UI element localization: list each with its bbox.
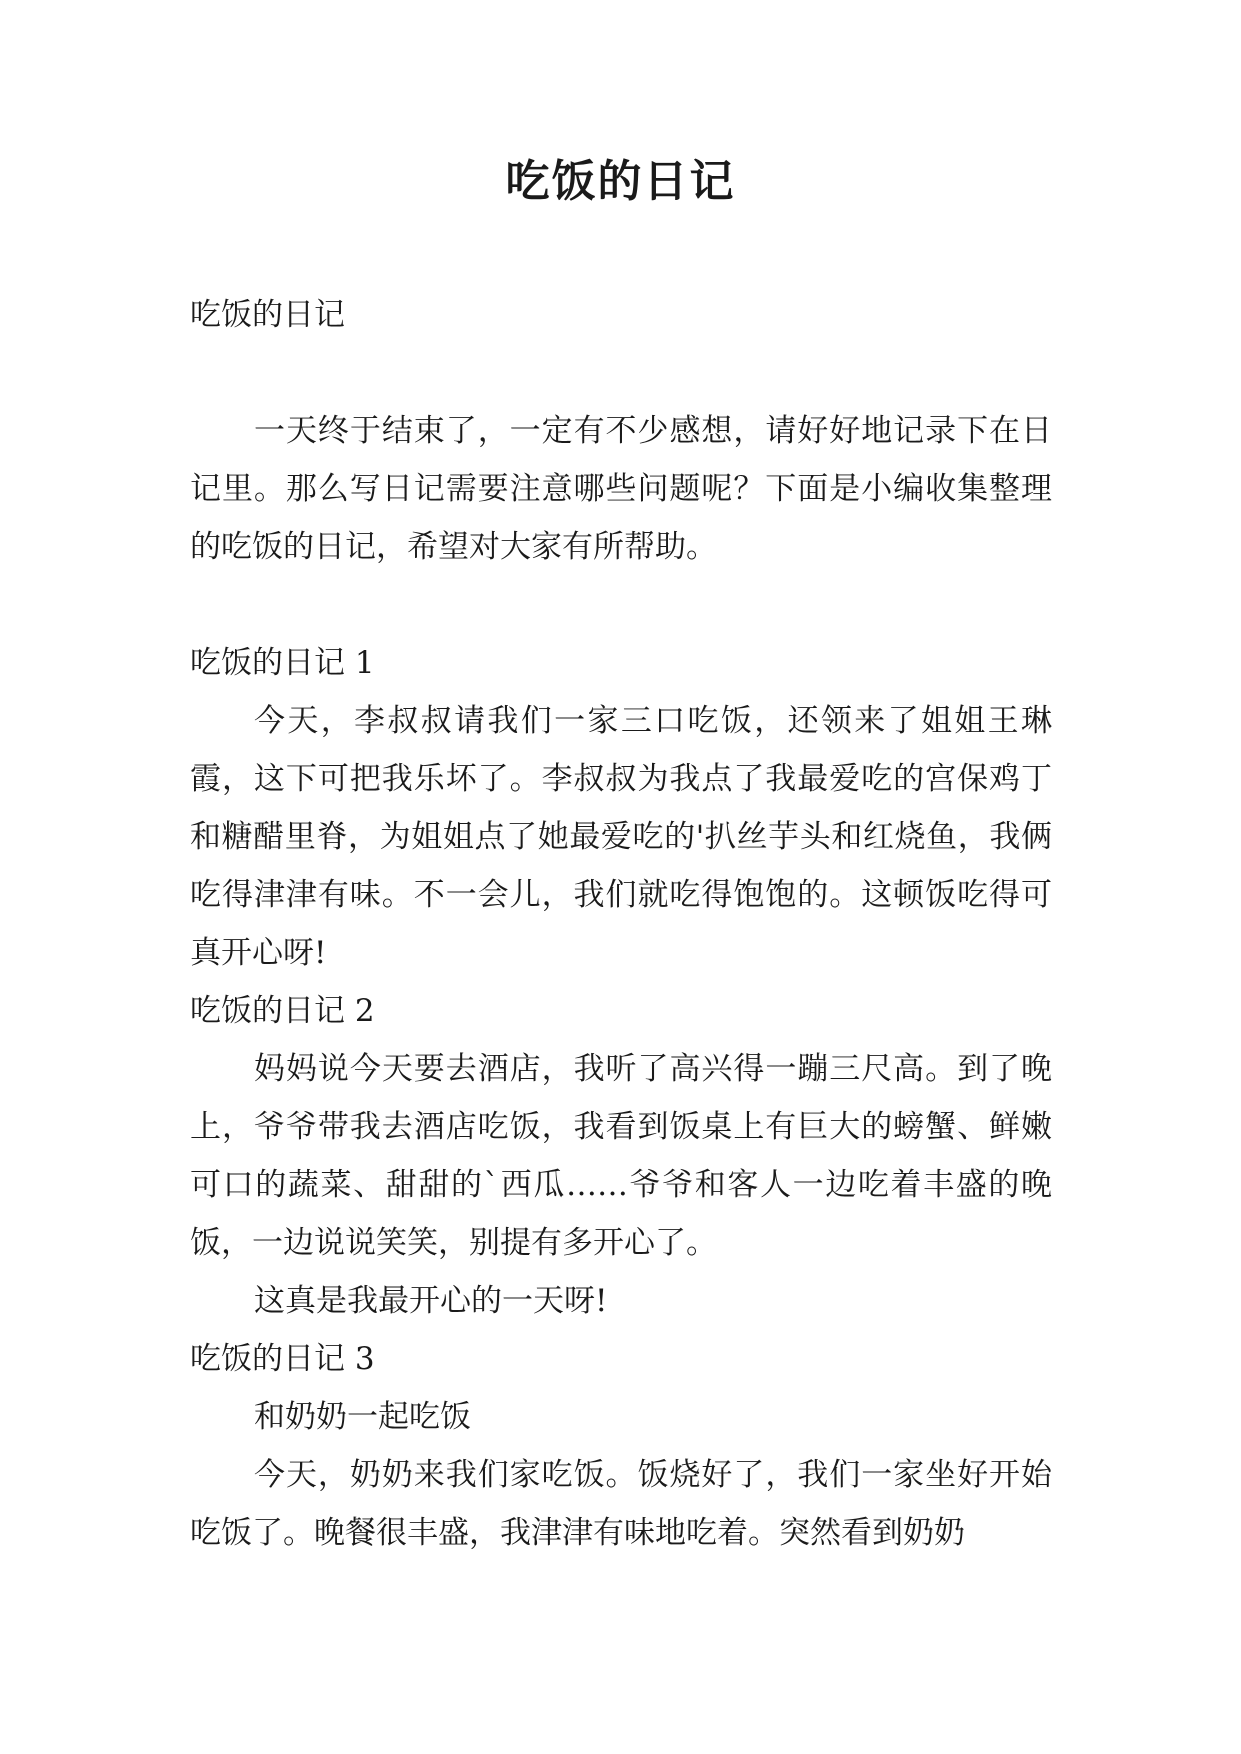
entry-2-heading: 吃饭的日记 2 (190, 993, 375, 1029)
intro-paragraph: 一天终于结束了，一定有不少感想，请好好地记录下在日记里。那么写日记需要注意哪些问题呢？下面是小编收集整理的吃饭的日记，希望对大家有所帮助。 (190, 413, 1052, 565)
entry-1-heading: 吃饭的日记 1 (190, 645, 375, 681)
entry-3-paragraph: 今天，奶奶来我们家吃饭。饭烧好了，我们一家坐好开始吃饭了。晚餐很丰盛，我津津有味地吃着。突然看到奶奶 (190, 1457, 1052, 1551)
entry-2-paragraph-2: 这真是我最开心的一天呀! (254, 1283, 608, 1319)
entry-1-paragraph: 今天，李叔叔请我们一家三口吃饭，还领来了姐姐王琳霞，这下可把我乐坏了。李叔叔为我点了我最爱吃的宫保鸡丁和糖醋里脊，为姐姐点了她最爱吃的'扒丝芋头和红烧鱼，我俩吃得津津有味。不一会儿，我们就吃得饱饱的。这顿饭吃得可真开心呀! (190, 703, 1052, 971)
entry-3-subtitle: 和奶奶一起吃饭 (254, 1399, 471, 1435)
entry-3-heading: 吃饭的日记 3 (190, 1341, 375, 1377)
document-subtitle: 吃饭的日记 (190, 297, 345, 333)
entry-2-paragraph-1: 妈妈说今天要去酒店，我听了高兴得一蹦三尺高。到了晚上，爷爷带我去酒店吃饭，我看到饭桌上有巨大的螃蟹、鲜嫩可口的蔬菜、甜甜的`西瓜……爷爷和客人一边吃着丰盛的晚饭，一边说说笑笑，别提有多开心了。 (190, 1051, 1052, 1261)
document-body (190, 286, 1052, 1562)
document-title: 吃饭的日记 (505, 156, 736, 207)
